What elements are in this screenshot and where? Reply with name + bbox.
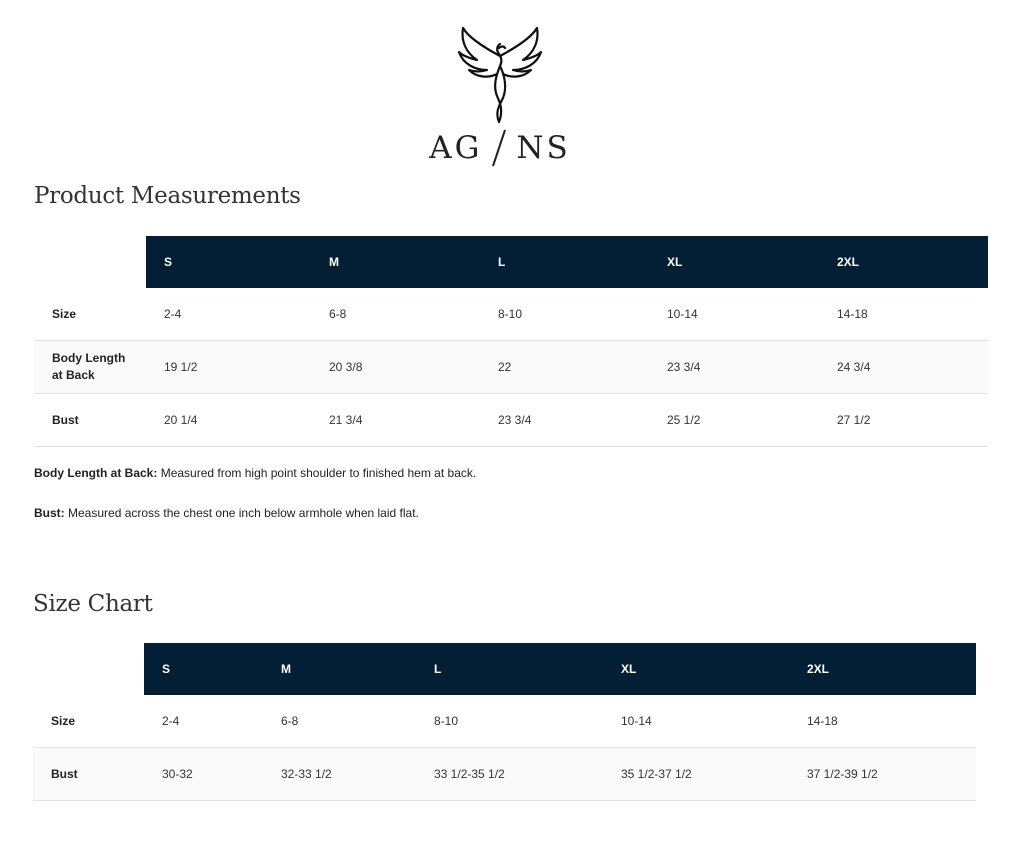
table-cell: 6-8 [311,288,480,341]
table-cell: 27 1/2 [819,394,988,447]
table-cell: 6-8 [263,695,416,748]
brand-logo [0,26,1000,171]
table-cell: 37 1/2-39 1/2 [789,748,976,801]
column-header-l: L [416,643,603,695]
column-header-2xl: 2XL [819,236,988,288]
logo-wordmark [429,128,571,168]
column-header-xl: XL [649,236,819,288]
row-label: Size [33,695,144,748]
table-cell: 14-18 [789,695,976,748]
table-cell: 30-32 [144,748,263,801]
column-header-2xl: 2XL [789,643,976,695]
column-header-m: M [311,236,480,288]
note-text: Measured across the chest one inch below armhole when laid flat. [64,506,419,520]
table-row [34,341,988,394]
table-row [33,695,976,748]
table-row [34,288,988,341]
table-cell: 10-14 [603,695,789,748]
phoenix-logo-icon [455,26,545,126]
row-label: Bust [33,748,144,801]
note-term: Bust: [34,506,65,520]
table-cell: 35 1/2-37 1/2 [603,748,789,801]
table-header-row [33,643,976,695]
note-text: Measured from high point shoulder to finished hem at back. [157,466,477,480]
table-header-row [34,236,988,288]
table-cell: 23 3/4 [480,394,649,447]
header-cell-empty [33,643,144,695]
table-row [34,394,988,447]
table-cell: 14-18 [819,288,988,341]
table-cell: 20 3/8 [311,341,480,394]
product-measurements-table [34,236,988,447]
column-header-l: L [480,236,649,288]
table-cell: 20 1/4 [146,394,311,447]
note-bust [34,506,419,520]
row-label: Bust [34,394,146,447]
table-cell: 8-10 [480,288,649,341]
table-cell: 25 1/2 [649,394,819,447]
product-measurements-title: Product Measurements [34,183,301,209]
table-row [33,748,976,801]
header-cell-empty [34,236,146,288]
logo-letters-left: AG [429,130,483,166]
table-cell: 19 1/2 [146,341,311,394]
table-cell: 21 3/4 [311,394,480,447]
table-cell: 2-4 [146,288,311,341]
table-cell: 33 1/2-35 1/2 [416,748,603,801]
slash-icon [488,128,510,168]
table-cell: 2-4 [144,695,263,748]
table-cell: 10-14 [649,288,819,341]
row-label: Body Length at Back [34,341,146,394]
column-header-s: S [146,236,311,288]
row-label: Size [34,288,146,341]
logo-letters-right: NS [516,130,571,166]
column-header-m: M [263,643,416,695]
column-header-xl: XL [603,643,789,695]
size-chart-title: Size Chart [33,591,153,617]
table-cell: 22 [480,341,649,394]
table-cell: 24 3/4 [819,341,988,394]
column-header-s: S [144,643,263,695]
table-cell: 8-10 [416,695,603,748]
note-body-length [34,466,476,480]
table-cell: 23 3/4 [649,341,819,394]
table-cell: 32-33 1/2 [263,748,416,801]
note-term: Body Length at Back: [34,466,158,480]
size-chart-table [33,643,976,801]
